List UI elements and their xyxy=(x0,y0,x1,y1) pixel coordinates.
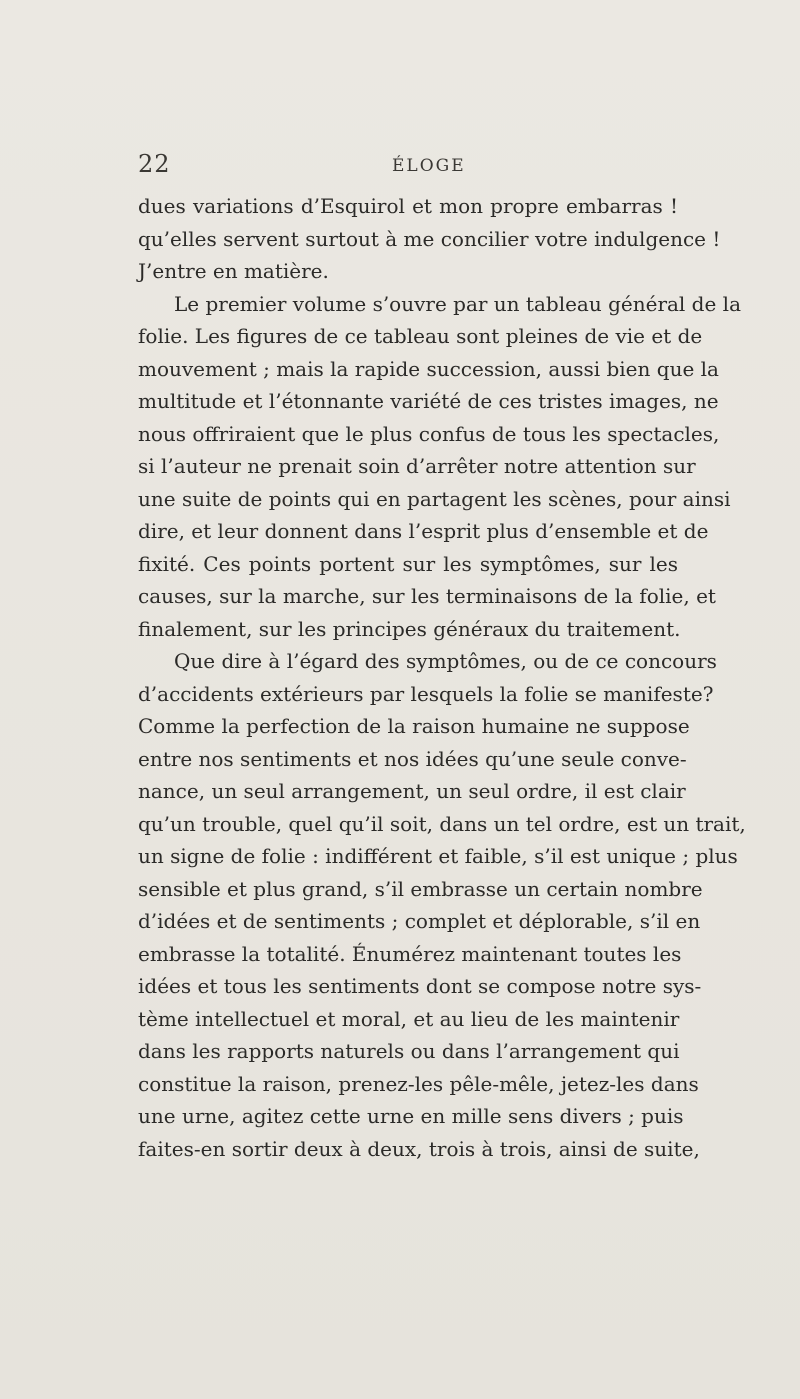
text-line: faites-en sortir deux à deux, trois à trois, ainsi de suite, xyxy=(138,1136,700,1161)
text-line: tème intellectuel et moral, et au lieu de les maintenir xyxy=(138,1006,680,1031)
running-head xyxy=(138,150,678,180)
text-line: mouvement ; mais la rapide succession, aussi bien que la xyxy=(138,356,719,381)
text-line: idées et tous les sentiments dont se compose notre sys- xyxy=(138,974,702,998)
text-line: Comme la perfection de la raison humaine ne suppose xyxy=(138,714,690,738)
text-line: causes, sur la marche, sur les terminaisons de la folie, et xyxy=(138,584,716,608)
text-line: Le premier volume s’ouvre par un tableau général de la xyxy=(174,291,741,316)
text-line: multitude et l’étonnante variété de ces tristes images, ne xyxy=(138,389,719,413)
text-line: qu’un trouble, quel qu’il soit, dans un tel ordre, est un trait, xyxy=(138,811,746,836)
text-line: si l’auteur ne prenait soin d’arrêter notre attention sur xyxy=(138,454,696,478)
text-line: Que dire à l’égard des symptômes, ou de ce concours xyxy=(174,649,717,673)
running-title: ÉLOGE xyxy=(392,156,466,176)
text-line: sensible et plus grand, s’il embrasse un certain nombre xyxy=(138,876,703,901)
text-line: folie. Les figures de ce tableau sont pleines de vie et de xyxy=(138,324,703,348)
text-line: un signe de folie : indifférent et faible, s’il est unique ; plus xyxy=(138,844,738,868)
text-line: une urne, agitez cette urne en mille sens divers ; puis xyxy=(138,1104,684,1128)
text-line: nous offriraient que le plus confus de tous les spectacles, xyxy=(138,421,720,446)
text-line: constitue la raison, prenez-les pêle-mêle, jetez-les dans xyxy=(138,1071,699,1096)
text-line: nance, un seul arrangement, un seul ordre, il est clair xyxy=(138,779,686,803)
text-line: entre nos sentiments et nos idées qu’une seule conve- xyxy=(138,746,687,771)
text-line: dire, et leur donnent dans l’esprit plus d’ensemble et de xyxy=(138,519,709,543)
text-line: J’entre en matière. xyxy=(138,259,329,283)
page-number: 22 xyxy=(138,150,171,178)
text-line: qu’elles servent surtout à me concilier votre indulgence ! xyxy=(138,226,721,251)
text-line: d’accidents extérieurs par lesquels la folie se manifeste? xyxy=(138,681,714,706)
text-line: d’idées et de sentiments ; complet et déplorable, s’il en xyxy=(138,909,701,933)
text-line: finalement, sur les principes généraux du traitement. xyxy=(138,616,681,641)
text-line: une suite de points qui en partagent les scènes, pour ainsi xyxy=(138,486,731,511)
text-line: dues variations d’Esquirol et mon propre embarras ! xyxy=(138,194,678,218)
body-text xyxy=(138,190,746,1165)
text-line: embrasse la totalité. Énumérez maintenant toutes les xyxy=(138,941,682,966)
text-line: fixité. Ces points portent sur les symptômes, sur les xyxy=(138,551,678,576)
text-line: dans les rapports naturels ou dans l’arrangement qui xyxy=(138,1039,680,1063)
